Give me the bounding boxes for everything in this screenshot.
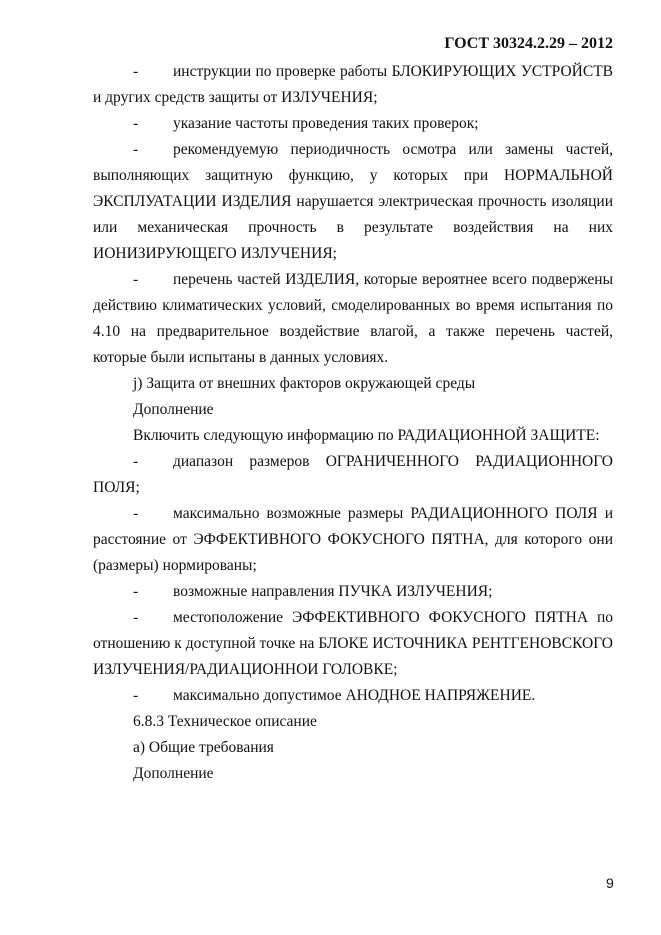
list-item (93, 267, 613, 371)
list-item-text: местоположение ЭФФЕКТИВНОГО ФОКУСНОГО ПЯТНА по отношению к доступной точке на БЛОКЕ ИСТОЧНИКА РЕНТГЕНОВСКОГО ИЗЛУЧЕНИЯ/РАДИАЦИОННОИ ГОЛОВКЕ; (93, 609, 613, 678)
page-number: 9 (606, 875, 614, 891)
list-item-text: инструкции по проверке работы БЛОКИРУЮЩИХ УСТРОЙСТВ и других средств защиты от ИЗЛУЧЕНИЯ; (93, 63, 613, 106)
section-heading: 6.8.3 Техническое описание (133, 713, 317, 730)
bullet-dash: - (133, 687, 139, 704)
list-item-text: рекомендуемую периодичность осмотра или замены частей, выполняющих защитную функцию, у которых при НОРМАЛЬНОЙ ЭКСПЛУАТАЦИИ ИЗДЕЛИЯ нарушается электрическая прочность изоляции или механическая прочность в результате воздействия на них ИОНИЗИРУЮЩЕГО ИЗЛУЧЕНИЯ; (93, 141, 613, 262)
bullet-dash: - (133, 271, 139, 288)
bullet-dash: - (133, 63, 139, 80)
list-item (93, 579, 613, 605)
paragraph: Дополнение (133, 765, 214, 782)
subsection-heading: а) Общие требования (133, 739, 274, 756)
section-heading: j) Защита от внешних факторов окружающей среды (133, 375, 476, 392)
list-item (93, 605, 613, 683)
bullet-dash: - (133, 609, 139, 626)
list-item (93, 111, 613, 137)
bullet-dash: - (133, 583, 139, 600)
document-header: ГОСТ 30324.2.29 – 2012 (444, 35, 613, 52)
paragraph: Включить следующую информацию по РАДИАЦИОННОЙ ЗАЩИТЕ: (133, 427, 600, 444)
bullet-dash: - (133, 453, 139, 470)
list-item-text: указание частоты проведения таких проверок; (173, 115, 479, 132)
list-item-text: максимально возможные размеры РАДИАЦИОННОГО ПОЛЯ и расстояние от ЭФФЕКТИВНОГО ФОКУСНОГО ПЯТНА, для которого они (размеры) нормированы; (93, 505, 613, 574)
list-item-text: возможные направления ПУЧКА ИЗЛУЧЕНИЯ; (173, 583, 493, 600)
list-item (93, 501, 613, 579)
bullet-dash: - (133, 141, 139, 158)
list-item (93, 59, 613, 111)
bullet-dash: - (133, 115, 139, 132)
list-item (93, 683, 613, 709)
list-item-text: перечень частей ИЗДЕЛИЯ, которые вероятнее всего подвержены действию климатических условий, смоделированных во время испытания по 4.10 на предварительное воздействие влагой, а также перечень частей, которые были испытаны в данных условиях. (93, 271, 613, 366)
list-item (93, 449, 613, 501)
list-item-text: диапазон размеров ОГРАНИЧЕННОГО РАДИАЦИОННОГО ПОЛЯ; (93, 453, 613, 496)
list-item (93, 137, 613, 267)
paragraph: Дополнение (133, 401, 214, 418)
list-item-text: максимально допустимое АНОДНОЕ НАПРЯЖЕНИЕ. (173, 687, 536, 704)
document-body (93, 59, 613, 787)
bullet-dash: - (133, 505, 139, 522)
